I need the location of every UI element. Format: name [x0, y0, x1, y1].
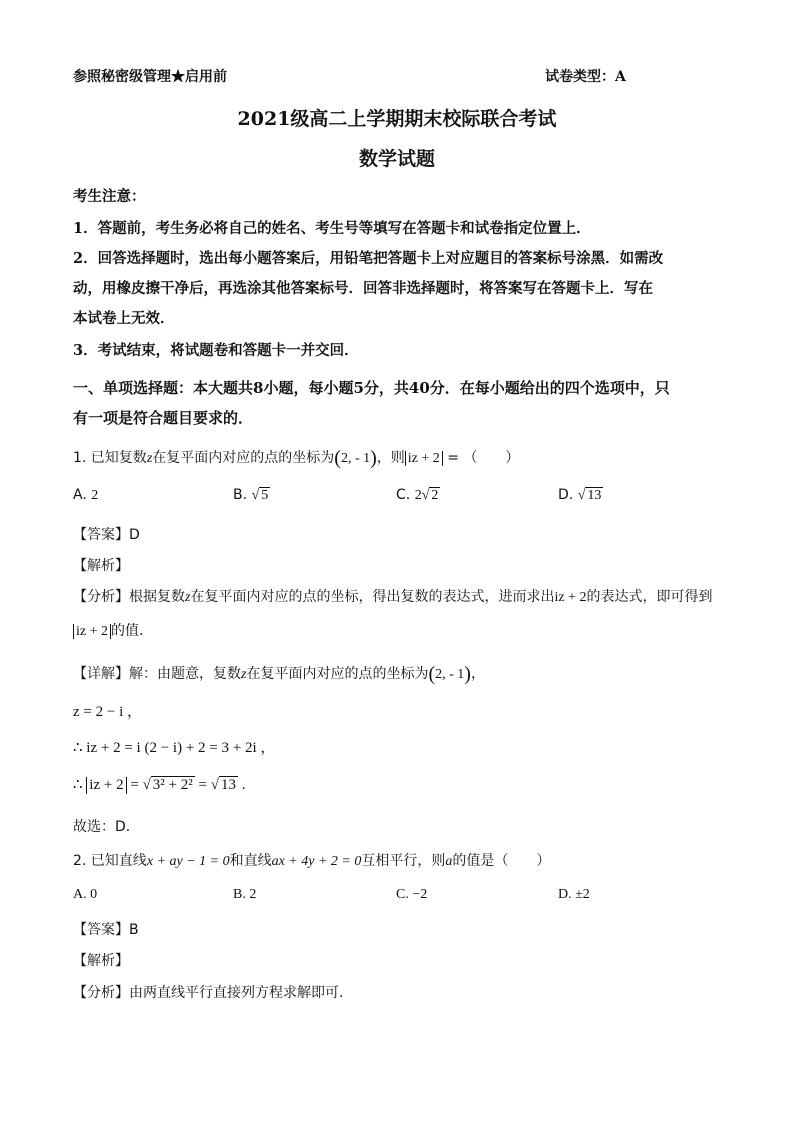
- q1-option-a: A. 2: [73, 487, 99, 503]
- q2-option-d: D. ±2: [558, 887, 590, 902]
- q2-option-c: C. −2: [396, 887, 428, 902]
- paper-type-label: 试卷类型：A: [545, 69, 626, 85]
- notice-item-3: 3．考试结束，将试题卷和答题卡一并交回．: [73, 342, 359, 359]
- q1-analysis-tag: 【解析】: [73, 558, 129, 574]
- q1-option-b: B. √ 5: [233, 487, 269, 503]
- q2-answer: 【答案】B: [73, 922, 139, 938]
- question-2-stem: 2. 已知直线x + ay − 1 = 0和直线ax + 4y + 2 = 0互相平行，则a的值是（ ）: [73, 853, 551, 869]
- q2-fenxi: 【分析】由两直线平行直接列方程求解即可.: [73, 985, 344, 1001]
- q1-fenxi-line-2: iz + 2 的值.: [73, 620, 143, 640]
- notice-item-2-line-1: 2．回答选择题时，选出每小题答案后，用铅笔把答题卡上对应题目的答案标号涂黑．如需改: [73, 250, 664, 267]
- abs-expression: iz + 2: [405, 451, 443, 466]
- section-1-line-2: 有一项是符合题目要求的．: [73, 409, 254, 427]
- q1-step-1: z = 2 − i ，: [73, 704, 142, 720]
- exam-subtitle: 数学试题: [358, 148, 435, 170]
- q2-analysis-tag: 【解析】: [73, 953, 129, 969]
- notice-item-1: 1．答题前，考生务必将自己的姓名、考生号等填写在答题卡和试卷指定位置上．: [73, 220, 591, 237]
- notice-item-2-line-2: 动，用橡皮擦干净后，再选涂其他答案标号．回答非选择题时，将答案写在答题卡上．写在: [73, 280, 653, 297]
- q1-detail: 【详解】解：由题意，复数z在复平面内对应的点的坐标为(2, - 1)，: [73, 663, 485, 685]
- q1-step-2: ∴ iz + 2 = i (2 − i) + 2 = 3 + 2i ，: [73, 740, 276, 756]
- q1-option-c: C. 2√ 2: [396, 487, 439, 503]
- q1-fenxi: 【分析】根据复数z在复平面内对应的点的坐标，得出复数的表达式，进而求出iz + 2的表达式，即可得到: [73, 589, 713, 605]
- confidential-label: 参照秘密级管理★启用前: [73, 69, 227, 85]
- section-1-line-1: 一、单项选择题：本大题共8小题，每小题5分，共40分．在每小题给出的四个选项中，只: [73, 379, 670, 397]
- q1-conclusion: 故选：D.: [73, 819, 131, 835]
- notice-item-2-line-3: 本试卷上无效．: [73, 310, 175, 327]
- q1-step-3: ∴ iz + 2 = √ 3² + 2² = √ 13 .: [73, 777, 246, 793]
- notice-heading: 考生注意：: [73, 188, 146, 205]
- q2-option-b: B. 2: [233, 887, 257, 902]
- q1-answer: 【答案】D: [73, 527, 140, 543]
- exam-title: 2021级高二上学期期末校际联合考试: [237, 108, 557, 130]
- point-coordinate: (2, - 1): [334, 447, 377, 469]
- q2-option-a: A. 0: [73, 887, 98, 902]
- question-1-stem: 1. 已知复数z在复平面内对应的点的坐标为(2, - 1)，则 iz + 2 = （ ）: [73, 447, 520, 469]
- q1-option-d: D. √ 13: [558, 487, 602, 503]
